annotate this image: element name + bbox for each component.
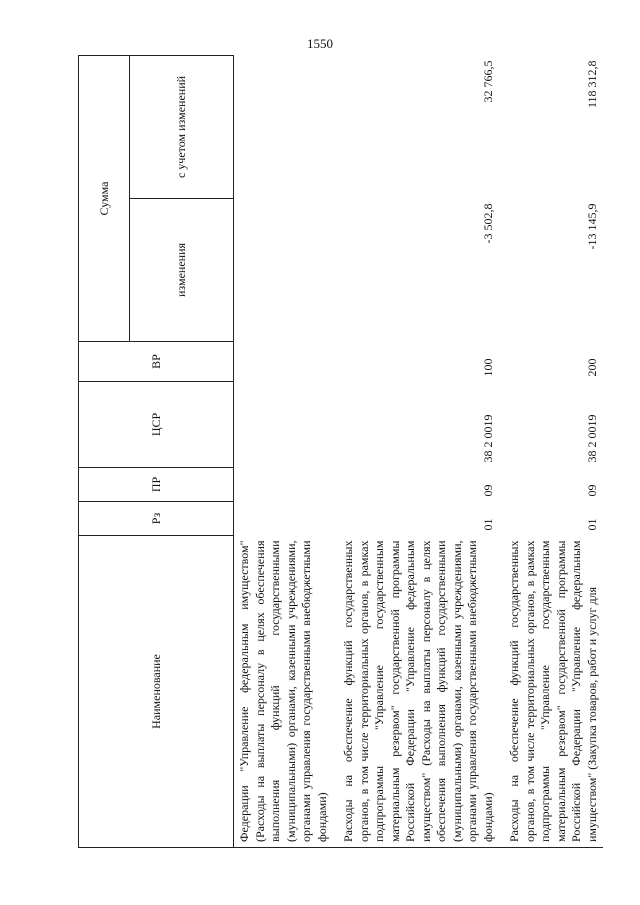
- header-vr: ВР: [79, 342, 234, 382]
- table-row: [333, 55, 499, 847]
- page-number: 1550: [307, 36, 333, 51]
- row-with-changes: 118 312,8: [585, 60, 599, 109]
- row-rz: 01: [585, 518, 599, 531]
- table-row: [234, 55, 334, 847]
- row-pr: [234, 468, 334, 502]
- header-pr: ПР: [79, 468, 234, 502]
- header-name: Наименование: [79, 536, 234, 848]
- row-rz: 01: [481, 518, 495, 531]
- row-with-changes: [234, 55, 334, 198]
- row-name: Расходы на обеспечение функций государственных органов, в том числе территориальных органов, в рамках подпрограммы "Управление государственным материальным резервом" государственной программы Российской Федерации "Управление федеральным имуществом" (Расходы на выплаты персоналу в целях обеспечения выполнения функций государственными (муниципальными) органами, казенными учреждениями, органами управления государственными внебюджетными фондами): [333, 536, 499, 848]
- header-rz: Рз: [79, 502, 234, 536]
- row-csr: 38 2 0019: [481, 414, 495, 463]
- row-csr: 38 2 0019: [585, 414, 599, 463]
- row-with-changes: 32 766,5: [481, 60, 495, 103]
- row-change: -13 145,9: [585, 203, 599, 250]
- header-change: изменения: [130, 199, 234, 342]
- header-with-changes: с учетом изменений: [130, 55, 234, 198]
- row-change: [234, 199, 334, 342]
- row-pr: 09: [585, 484, 599, 497]
- row-vr: 100: [481, 358, 495, 377]
- budget-table: [78, 55, 603, 848]
- row-rz: [234, 502, 334, 536]
- row-pr: 09: [481, 484, 495, 497]
- row-change: -3 502,8: [481, 203, 495, 244]
- row-name: Федерации "Управление федеральным имуществом" (Расходы на выплаты персоналу в целях обеспечения выполнения функций государственными (муниципальными) органами, казенными учреждениями, органами управления государственными внебюджетными фондами): [234, 536, 334, 848]
- row-vr: 200: [585, 358, 599, 377]
- row-vr: [234, 342, 334, 382]
- row-csr: [234, 382, 334, 468]
- table-row: [499, 55, 603, 847]
- header-csr: ЦСР: [79, 382, 234, 468]
- header-sum: Сумма: [79, 55, 130, 341]
- row-name: Расходы на обеспечение функций государственных органов, в том числе территориальных органов, в рамках подпрограммы "Управление государственным материальным резервом" государственной программы Российской Федерации "Управление федеральным имуществом" (Закупка товаров, работ и услуг для: [499, 536, 603, 848]
- rotated-table-container: [78, 56, 599, 848]
